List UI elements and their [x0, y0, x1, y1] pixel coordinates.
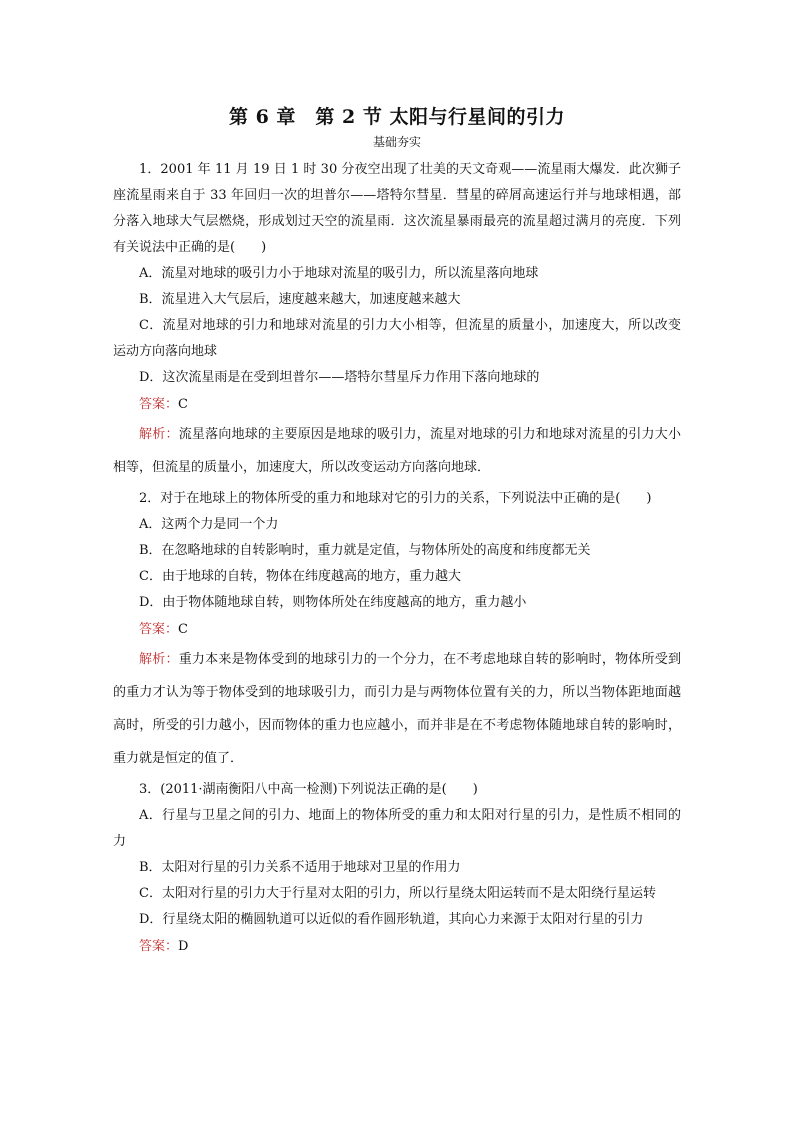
section-subtitle: 基础夯实: [372, 135, 421, 149]
option-a: A．这两个力是同一个力: [139, 517, 279, 532]
option-d: D．行星绕太阳的椭圆轨道可以近似的看作圆形轨道，其向心力来源于太阳对行星的引力: [139, 912, 644, 927]
option-b: B．流星进入大气层后，速度越来越大，加速度越来越大: [139, 292, 461, 307]
analysis-label: 解析：: [139, 427, 179, 442]
answer-label: 答案：: [139, 397, 179, 412]
question-stem: 1．2001 年 11 月 19 日 1 时 30 分夜空出现了壮美的天文奇观——流星雨大爆发．此次狮子座流星雨来自于 33 年回归一次的坦普尔——塔特尔彗星．彗星的碎屑高速运行并与地球相遇，部分落入地球大气层燃烧，形成划过天空的流星雨．这次流星暴雨最亮的流星超过满月的亮度．下列有关说法中正确的是( ): [113, 162, 681, 255]
analysis: [113, 418, 681, 484]
option-c: C．太阳对行星的引力大于行星对太阳的引力，所以行星绕太阳运转而不是太阳绕行星运转: [139, 886, 656, 901]
answer-value: C: [178, 622, 188, 637]
option-d: D．由于物体随地球自转，则物体所处在纬度越高的地方，重力越小: [139, 595, 527, 610]
option-c: C．由于地球的自转，物体在纬度越高的地方，重力越大: [139, 569, 461, 584]
option-d: D．这次流星雨是在受到坦普尔——塔特尔彗星斥力作用下落向地球的: [139, 370, 540, 385]
analysis-text: 重力本来是物体受到的地球引力的一个分力，在不考虑地球自转的影响时，物体所受到的重力才认为等于物体受到的地球吸引力，而引力是与两物体位置有关的力，所以当物体距地面越高时，所受的引力越小，因而物体的重力也应越小，而并非是在不考虑物体随地球自转的影响时，重力就是恒定的值了．: [113, 652, 681, 766]
analysis-text: 流星落向地球的主要原因是地球的吸引力，流星对地球的引力和地球对流星的引力大小相等，但流星的质量小，加速度大，所以改变运动方向落向地球．: [113, 427, 681, 475]
answer-line: [113, 616, 681, 643]
answer-line: [113, 391, 681, 418]
answer-label: 答案：: [139, 622, 179, 637]
analysis: [113, 643, 681, 775]
answer-label: 答案：: [139, 939, 179, 954]
document-page: [113, 103, 681, 960]
question-stem: 2．对于在地球上的物体所受的重力和地球对它的引力的关系，下列说法中正确的是( ): [139, 491, 652, 506]
option-a: A．流星对地球的吸引力小于地球对流星的吸引力，所以流星落向地球: [139, 266, 539, 281]
option-a: A．行星与卫星之间的引力、地面上的物体所受的重力和太阳对行星的引力，是性质不相同的力: [113, 808, 681, 849]
question-3: [113, 777, 681, 960]
answer-line: [113, 933, 681, 960]
answer-value: C: [178, 397, 188, 412]
question-stem: 3．(2011·湖南衡阳八中高一检测)下列说法正确的是( ): [139, 782, 478, 797]
analysis-label: 解析：: [139, 652, 179, 667]
page-title: 第 6 章 第 2 节 太阳与行星间的引力: [228, 106, 565, 128]
option-b: B．在忽略地球的自转影响时，重力就是定值，与物体所处的高度和纬度都无关: [139, 543, 591, 558]
option-c: C．流星对地球的引力和地球对流星的引力大小相等，但流星的质量小，加速度大，所以改变运动方向落向地球: [113, 318, 681, 359]
answer-value: D: [178, 939, 189, 954]
question-1: [113, 157, 681, 484]
question-2: [113, 486, 681, 775]
option-b: B．太阳对行星的引力关系不适用于地球对卫星的作用力: [139, 860, 461, 875]
